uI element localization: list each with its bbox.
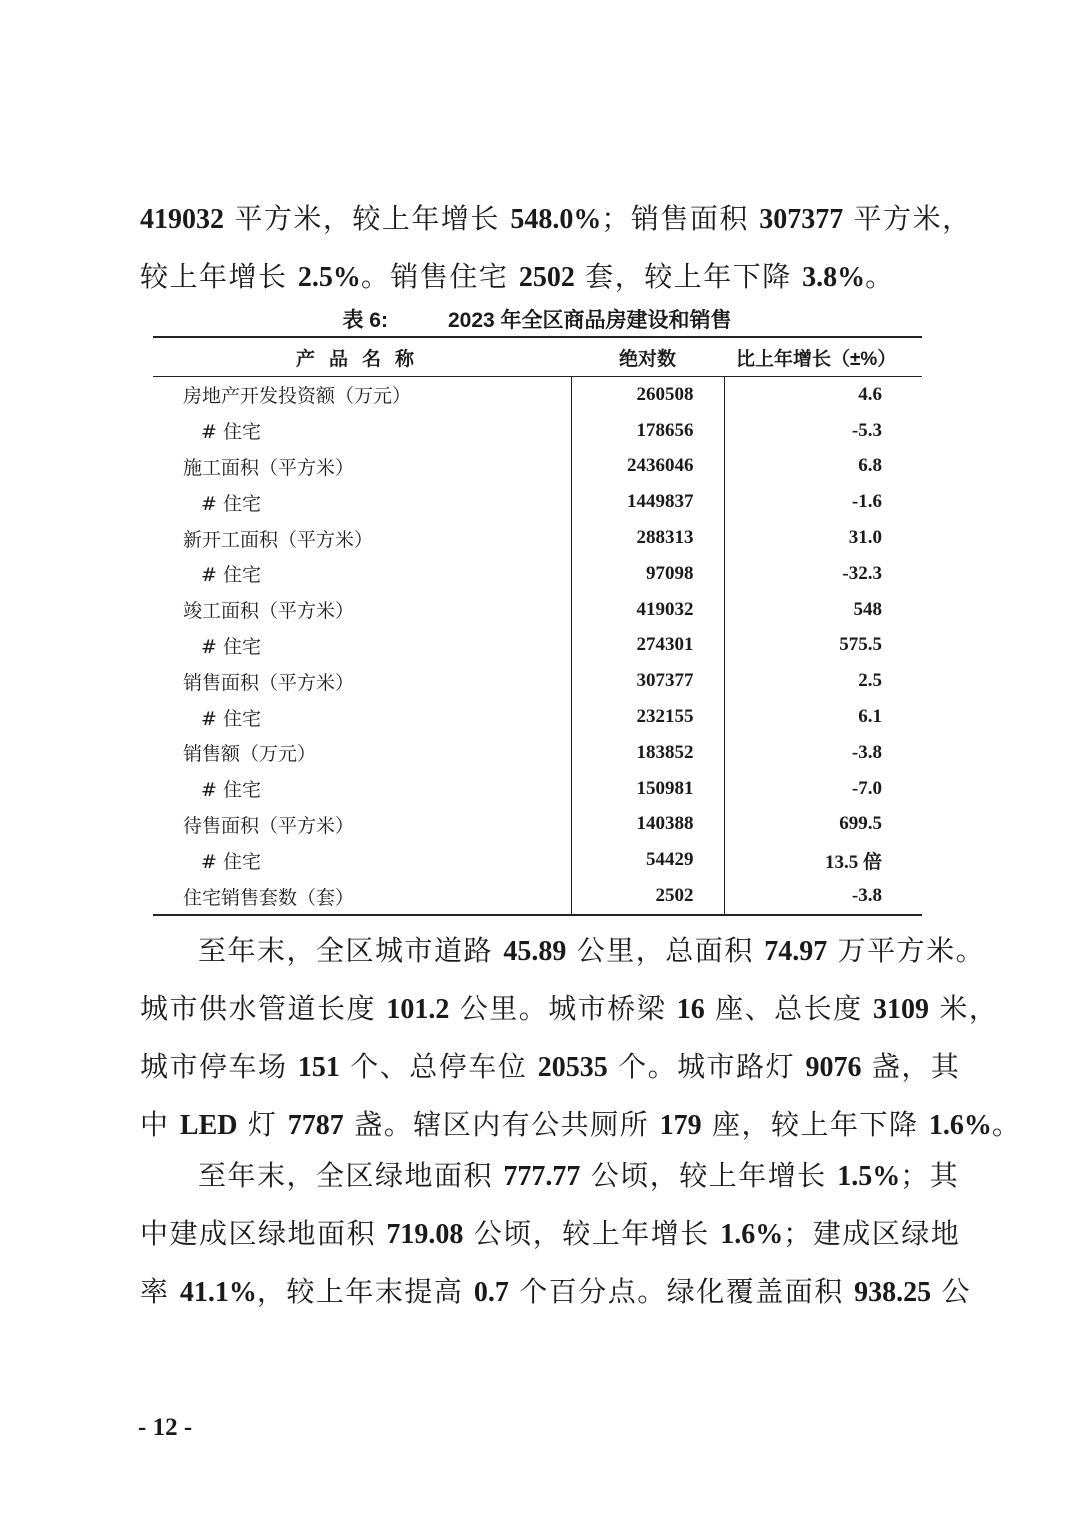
figure-value: 151 (297, 1052, 340, 1083)
figure-value: 45.89 (503, 936, 567, 967)
row-absolute-value: 1449837 (571, 484, 724, 520)
text-run: 至年末，全区城市道路 (198, 934, 504, 967)
figure-value: 20535 (537, 1052, 608, 1083)
row-growth: 31.0 (848, 527, 882, 549)
row-name: # 住宅 (201, 635, 261, 658)
row-growth: 13.5 倍 (824, 851, 882, 873)
row-absolute-value: 178656 (571, 413, 724, 449)
row-growth: 6.1 (858, 706, 882, 728)
text-run: ，较上年末提高 (256, 1275, 474, 1308)
table-row (153, 449, 922, 485)
table-header-row (153, 337, 922, 377)
row-growth: 548 (853, 598, 882, 620)
row-name: 新开工面积（平方米） (183, 528, 374, 551)
text-run: 城市供水管道长度 (140, 992, 387, 1025)
paragraph-line (140, 980, 999, 1038)
figure-value: 307377 (759, 204, 844, 235)
row-growth: 4.6 (858, 383, 882, 405)
table-caption-title: 2023 年全区商品房建设和销售 (447, 309, 732, 332)
figure-value: 74.97 (764, 936, 828, 967)
row-absolute-value: 419032 (571, 592, 724, 628)
row-name: # 住宅 (201, 564, 261, 587)
text-run: 个、总停车位 (339, 1050, 538, 1083)
row-growth: 2.5 (858, 670, 882, 692)
row-name: 销售面积（平方米） (183, 671, 355, 694)
row-absolute-value: 307377 (571, 663, 724, 699)
text-run: ；销售面积 (601, 202, 760, 235)
text-run: 。 (991, 1108, 1022, 1141)
header-product-name: 产品名称 (153, 337, 571, 377)
text-run: 盏。辖区内有公共厕所 (343, 1108, 660, 1141)
paragraph-line (140, 1205, 961, 1263)
text-run: 率 (140, 1275, 180, 1308)
paragraph-line (140, 1096, 1022, 1154)
table-body (153, 377, 922, 915)
text-run: 盏，其 (861, 1050, 961, 1083)
row-growth: -5.3 (851, 419, 882, 441)
row-absolute-value: 260508 (571, 377, 724, 413)
table-caption-label: 表 6: (342, 309, 388, 332)
text-run: 公 (931, 1275, 972, 1308)
text-run: 。销售住宅 (360, 260, 519, 293)
figure-value: 0.7 (473, 1277, 509, 1308)
figure-value: 1.5% (837, 1161, 901, 1192)
figure-value: 938.25 (854, 1277, 932, 1308)
text-run: 公里。城市桥梁 (449, 992, 677, 1025)
paragraph-line (140, 1038, 961, 1096)
figure-value: 777.77 (503, 1161, 581, 1192)
text-run: 。 (865, 260, 895, 293)
row-growth: 6.8 (858, 455, 882, 477)
text-run: 灯 (237, 1108, 288, 1141)
table-row (153, 807, 922, 843)
text-run: 至年末，全区绿地面积 (198, 1159, 504, 1192)
table-row (153, 735, 922, 771)
text-run: 中建成区绿地面积 (140, 1217, 387, 1250)
row-growth: -3.8 (851, 741, 882, 763)
figure-value: LED (179, 1110, 238, 1141)
row-absolute-value: 183852 (571, 735, 724, 771)
row-name: 施工面积（平方米） (183, 456, 355, 479)
text-run: 套，较上年下降 (574, 260, 803, 293)
table-row (153, 771, 922, 807)
row-absolute-value: 274301 (571, 628, 724, 664)
table-row (153, 878, 922, 915)
figure-value: 9076 (805, 1052, 862, 1083)
row-name: 销售额（万元） (183, 743, 317, 766)
table-row (153, 842, 922, 878)
row-absolute-value: 140388 (571, 807, 724, 843)
row-absolute-value: 2502 (571, 878, 724, 915)
row-name: # 住宅 (201, 779, 261, 802)
figure-value: 419032 (140, 204, 224, 235)
housing-stats-table (153, 336, 922, 916)
row-name: # 住宅 (201, 492, 261, 515)
paragraph-line (140, 1147, 960, 1205)
paragraph-line (140, 922, 986, 980)
figure-value: 7787 (287, 1110, 344, 1141)
table-row (153, 628, 922, 664)
text-run: 座，较上年下降 (701, 1108, 929, 1141)
text-run: 平方米，较上年增长 (224, 202, 511, 235)
text-run: 座、总长度 (704, 992, 874, 1025)
text-run: ；其 (900, 1159, 960, 1192)
row-absolute-value: 232155 (571, 699, 724, 735)
row-growth: 575.5 (839, 634, 882, 656)
row-absolute-value: 97098 (571, 556, 724, 592)
intro-paragraph (140, 190, 972, 306)
figure-value: 3.8% (802, 262, 866, 293)
header-absolute-value: 绝对数 (571, 337, 724, 377)
page-number: - 12 - (138, 1414, 193, 1441)
text-run: 公顷，较上年增长 (580, 1159, 838, 1192)
row-name: 待售面积（平方米） (183, 814, 355, 837)
table-caption (0, 304, 1074, 334)
text-run: 公顷，较上年增长 (463, 1217, 721, 1250)
table-row (153, 377, 922, 413)
figure-value: 1.6% (928, 1110, 992, 1141)
figure-value: 41.1% (179, 1277, 257, 1308)
figure-value: 2502 (518, 262, 575, 293)
figure-value: 2.5% (297, 262, 361, 293)
text-run: 米， (929, 992, 999, 1025)
figure-value: 1.6% (720, 1219, 784, 1250)
figure-value: 548.0% (510, 204, 602, 235)
row-name: # 住宅 (201, 421, 261, 444)
figure-value: 101.2 (386, 994, 450, 1025)
paragraph-line (140, 248, 936, 306)
figure-value: 16 (676, 994, 705, 1025)
figure-value: 179 (659, 1110, 702, 1141)
text-run: 万平方米。 (827, 934, 986, 967)
row-growth: 699.5 (839, 813, 882, 835)
row-growth: -1.6 (851, 491, 882, 513)
roads-paragraph (140, 922, 1022, 1154)
row-name: 房地产开发投资额（万元） (183, 385, 412, 408)
table-row (153, 699, 922, 735)
text-run: 个百分点。绿化覆盖面积 (508, 1275, 855, 1308)
row-absolute-value: 54429 (571, 842, 724, 878)
header-growth: 比上年增长（±%） (724, 337, 922, 377)
table-row (153, 413, 922, 449)
text-run: 公里，总面积 (566, 934, 765, 967)
text-run: 城市停车场 (140, 1050, 298, 1083)
row-absolute-value: 2436046 (571, 449, 724, 485)
text-run: 平方米， (843, 202, 972, 235)
row-name: # 住宅 (201, 707, 261, 730)
row-name: # 住宅 (201, 850, 261, 873)
table-row (153, 663, 922, 699)
row-absolute-value: 288313 (571, 520, 724, 556)
table-row (153, 592, 922, 628)
table-row (153, 484, 922, 520)
row-absolute-value: 150981 (571, 771, 724, 807)
paragraph-line (140, 190, 972, 248)
text-run: ；建成区绿地 (783, 1217, 961, 1250)
row-growth: -32.3 (842, 562, 882, 584)
text-run: 个。城市路灯 (607, 1050, 806, 1083)
text-run: 较上年增长 (140, 260, 298, 293)
row-name: 竣工面积（平方米） (183, 600, 355, 623)
table-row (153, 520, 922, 556)
green-paragraph (140, 1147, 972, 1321)
figure-value: 719.08 (386, 1219, 464, 1250)
table-row (153, 556, 922, 592)
figure-value: 3109 (873, 994, 930, 1025)
row-growth: -7.0 (851, 777, 882, 799)
row-growth: -3.8 (724, 878, 922, 915)
text-run: 中 (140, 1108, 180, 1141)
paragraph-line (140, 1263, 972, 1321)
row-name: 住宅销售套数（套） (153, 878, 571, 915)
